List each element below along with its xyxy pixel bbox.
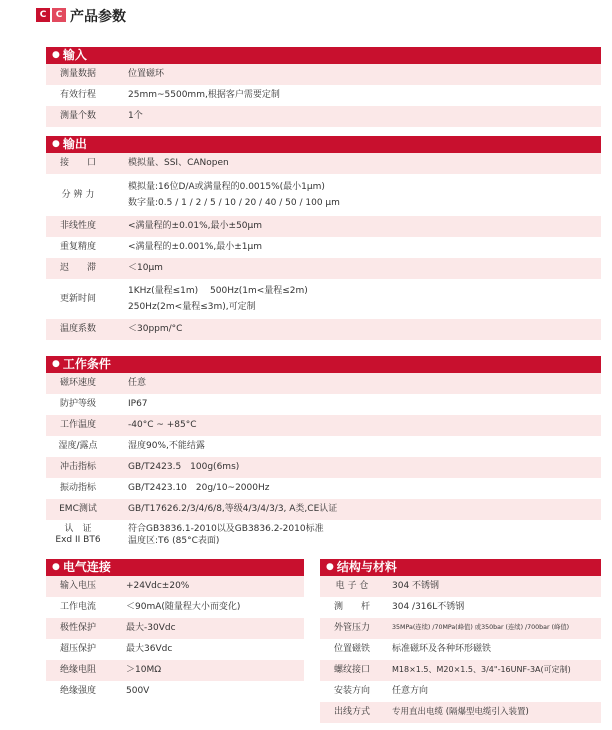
- table-row: [46, 174, 601, 216]
- row-label: 测量个数: [59, 111, 96, 122]
- row-label: 绝缘强度: [59, 686, 96, 697]
- row-label: 极性保护: [59, 623, 96, 634]
- row-label: 重复精度: [59, 242, 96, 253]
- row-label: 分 辨 力: [61, 189, 95, 200]
- table-row: [46, 373, 601, 394]
- table-row: [46, 597, 304, 618]
- table-row: [46, 681, 304, 702]
- section-output: [46, 136, 601, 340]
- row-value: <满量程的±0.01%,最小±50μm: [128, 221, 263, 232]
- section-header-input: [46, 47, 601, 63]
- table-row: [46, 85, 601, 106]
- row-value: 1个: [128, 111, 143, 122]
- row-label: 电 子 仓: [335, 581, 369, 592]
- bullet-icon: ●: [52, 561, 60, 572]
- row-value: [110, 181, 601, 209]
- row-value: ＞10MΩ: [126, 665, 162, 676]
- table-row: [46, 499, 601, 520]
- row-value: 最大-30Vdc: [126, 623, 176, 634]
- table-row: [46, 639, 304, 660]
- table-row: [320, 618, 601, 639]
- row-value-line: 模拟量:16位D/A或满量程的0.0015%(最小1μm): [128, 181, 325, 192]
- table-row: [320, 576, 601, 597]
- bullet-icon: ●: [326, 561, 334, 572]
- row-label: 绝缘电阻: [59, 665, 96, 676]
- row-label: 更新时间: [59, 293, 96, 304]
- row-value: ＜90mA(随量程大小而变化): [126, 602, 241, 613]
- row-value: 25mm~5500mm,根据客户需要定制: [128, 90, 280, 101]
- row-label: 测量数据: [59, 69, 96, 80]
- table-row: [46, 660, 304, 681]
- table-row: [46, 576, 304, 597]
- table-row: [320, 639, 601, 660]
- section-header-materials: [320, 559, 601, 575]
- row-value: M18×1.5、M20×1.5、3/4"-16UNF-3A(可定制): [392, 665, 571, 675]
- page-title: 产品参数: [70, 9, 126, 25]
- row-value: <满量程的±0.001%,最小±1μm: [128, 242, 263, 253]
- row-value: 500V: [126, 686, 150, 697]
- row-label: 有效行程: [59, 90, 96, 101]
- table-row: [46, 64, 601, 85]
- section-header-conditions: [46, 356, 601, 372]
- row-label: 位置磁铁: [333, 644, 370, 655]
- row-label-line: 认 证: [64, 524, 92, 535]
- section-input: [46, 47, 601, 127]
- row-label: [46, 524, 110, 546]
- row-label: 迟 滞: [59, 263, 96, 274]
- section-title: 结构与材料: [336, 560, 397, 574]
- row-value: 304 不锈钢: [392, 581, 440, 592]
- row-value: [110, 285, 601, 313]
- table-row: [46, 279, 601, 319]
- row-value-line: 数字量:0.5 / 1 / 2 / 5 / 10 / 20 / 40 / 50 / 100 μm: [128, 198, 340, 208]
- section-header-output: [46, 136, 601, 152]
- table-row: [46, 153, 601, 174]
- table-row: [46, 457, 601, 478]
- table-row: [46, 216, 601, 237]
- section-title: 电气连接: [62, 560, 111, 574]
- row-value: 位置磁环: [128, 69, 165, 80]
- table-row: [46, 237, 601, 258]
- row-label: 安装方向: [333, 686, 370, 697]
- row-label: 防护等级: [59, 399, 96, 410]
- row-value: +24Vdc±20%: [126, 581, 190, 592]
- row-value-line: 250Hz(2m<量程≤3m),可定制: [128, 302, 256, 312]
- row-label: 非线性度: [59, 221, 96, 232]
- row-label: 工作电流: [59, 602, 96, 613]
- row-label: 外管压力: [333, 623, 370, 634]
- row-value: GB/T17626.2/3/4/6/8,等级4/3/4/3/3, A类,CE认证: [128, 504, 338, 515]
- row-value-line: 符合GB3836.1-2010以及GB3836.2-2010标准: [128, 523, 324, 534]
- row-value: 模拟量、SSI、CANopen: [128, 158, 229, 169]
- row-value: GB/T2423.5 100g(6ms): [128, 462, 240, 473]
- section-electrical: [46, 559, 304, 702]
- row-label: 冲击指标: [59, 462, 96, 473]
- row-label: EMC测试: [59, 504, 97, 515]
- row-value-line: 1KHz(量程≤1m) 500Hz(1m<量程≤2m): [128, 285, 308, 296]
- bullet-icon: ●: [52, 138, 60, 149]
- row-value: GB/T2423.10 20g/10~2000Hz: [128, 483, 270, 494]
- section-materials: [320, 559, 601, 723]
- row-value: 标准磁环及各种环形磁铁: [392, 644, 492, 655]
- table-row: [46, 478, 601, 499]
- row-label: 输入电压: [59, 581, 96, 592]
- row-value: 任意: [128, 378, 147, 389]
- logo-letter-c1: C: [36, 8, 50, 22]
- table-row: [46, 415, 601, 436]
- table-row: [46, 520, 601, 550]
- row-value: 35MPa(连续) /70MPa(峰值) 或350bar (连续) /700bar (峰值): [392, 624, 570, 632]
- logo-letter-c2: C: [52, 8, 66, 22]
- row-value: ＜30ppm/°C: [128, 324, 183, 335]
- bullet-icon: ●: [52, 358, 60, 369]
- table-row: [320, 681, 601, 702]
- row-value: 最大36Vdc: [126, 644, 173, 655]
- row-label: 超压保护: [59, 644, 96, 655]
- row-label-line: Exd II BT6: [55, 535, 101, 545]
- row-value: ＜10μm: [128, 263, 163, 274]
- section-title: 输出: [62, 137, 87, 151]
- table-row: [46, 394, 601, 415]
- row-label: 湿度/露点: [58, 441, 98, 452]
- table-row: [46, 258, 601, 279]
- row-value: 专用直出电缆 (隔爆型电缆引入装置): [392, 706, 529, 717]
- row-value-line: 温度区:T6 (85°C表面): [128, 536, 220, 546]
- row-value: 湿度90%,不能结露: [128, 441, 205, 452]
- table-row: [46, 618, 304, 639]
- table-row: [46, 319, 601, 340]
- bullet-icon: ●: [52, 49, 60, 60]
- table-row: [320, 702, 601, 723]
- table-row: [320, 660, 601, 681]
- section-title: 输入: [62, 48, 87, 62]
- row-label: 测 杆: [333, 602, 370, 613]
- table-row: [46, 106, 601, 127]
- row-label: 出线方式: [333, 707, 370, 718]
- row-label: 接 口: [59, 158, 96, 169]
- brand-logo: [36, 8, 66, 22]
- section-header-electrical: [46, 559, 304, 575]
- row-label: 振动指标: [59, 483, 96, 494]
- row-label: 工作温度: [59, 420, 96, 431]
- row-label: 螺纹接口: [333, 665, 370, 676]
- row-value: 任意方向: [392, 686, 429, 697]
- table-row: [320, 597, 601, 618]
- section-conditions: [46, 356, 601, 550]
- row-label: 磁环速度: [59, 378, 96, 389]
- row-value: [110, 523, 601, 547]
- table-row: [46, 436, 601, 457]
- row-value: -40°C ~ +85°C: [128, 420, 197, 431]
- row-label: 温度系数: [59, 324, 96, 335]
- section-title: 工作条件: [62, 357, 111, 371]
- row-value: IP67: [128, 399, 148, 410]
- row-value: 304 /316L不锈钢: [392, 602, 465, 613]
